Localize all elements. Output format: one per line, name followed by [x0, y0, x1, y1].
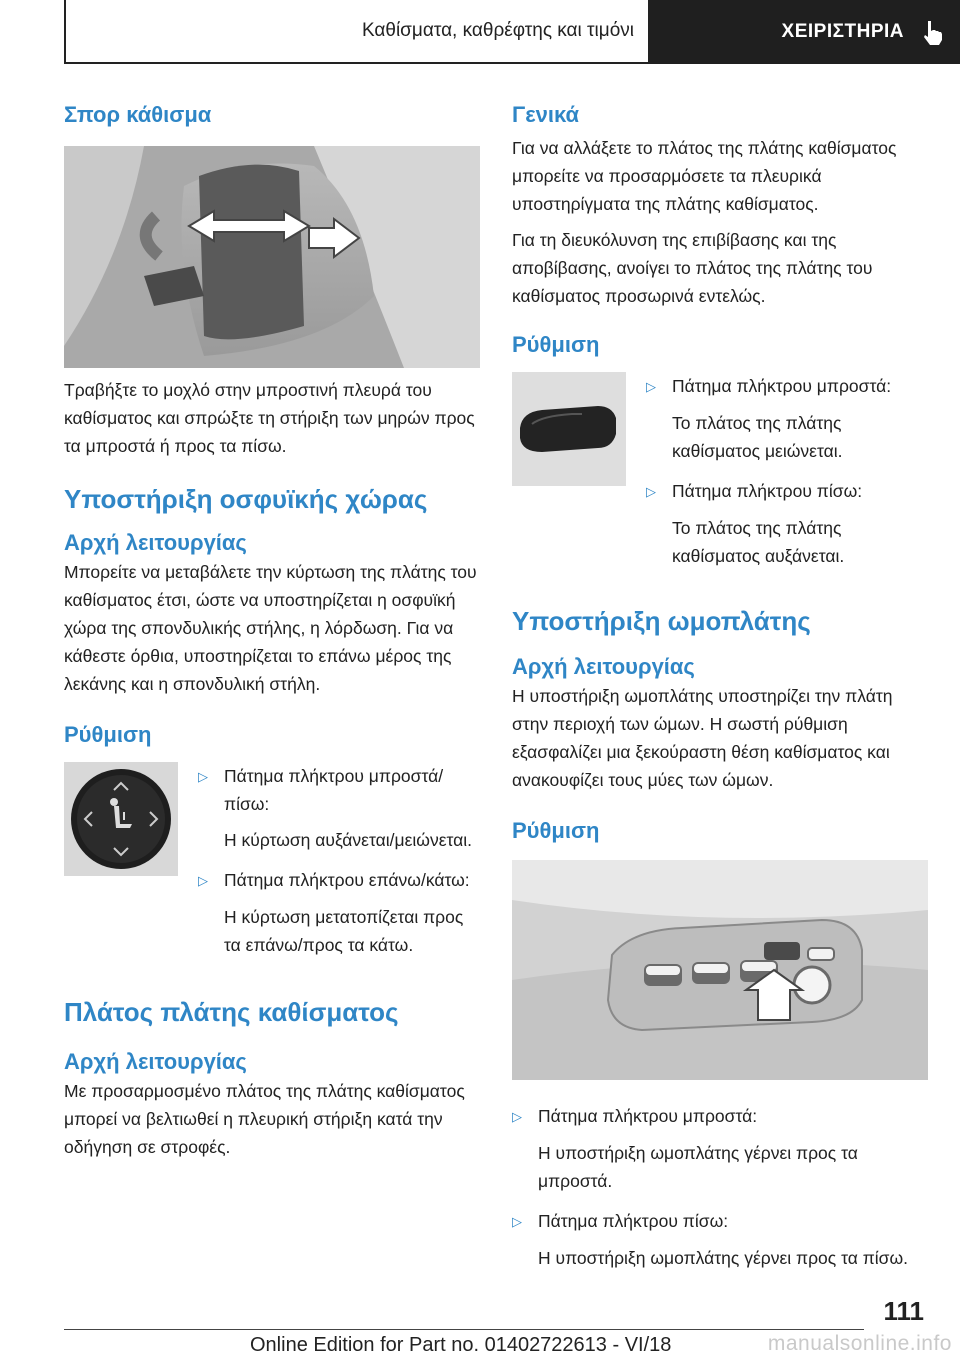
- shoulder-adjust-heading: Ρύθμιση: [512, 818, 600, 843]
- shoulder-item-1-result: Η υποστήριξη ωμοπλάτης γέρνει προς τα μπροστά.: [538, 1143, 858, 1191]
- seat-control-panel-image: [512, 860, 928, 1080]
- shoulder-item-1: ▷ Πάτημα πλήκτρου μπροστά:: [512, 1102, 928, 1131]
- section-title: Καθίσματα, καθρέφτης και τιμόνι: [64, 0, 650, 64]
- general-text-2: Για τη διευκόλυνση της επιβίβασης και της αποβίβασης, ανοίγει το πλάτος της πλάτης του καθίσματος προσωρινά εντελώς.: [512, 230, 873, 306]
- general-text-1: Για να αλλάξετε το πλάτος της πλάτης καθίσματος μπορείτε να προσαρμόσετε τα πλευρικά υποστηρίγματα της πλάτης καθίσματος.: [512, 138, 897, 214]
- chapter-tab: [650, 0, 960, 64]
- page-header: [64, 0, 960, 64]
- width-item-2: ▷ Πάτημα πλήκτρου πίσω:: [646, 477, 928, 506]
- triangle-bullet-icon: ▷: [512, 1214, 522, 1229]
- triangle-bullet-icon: ▷: [512, 1109, 522, 1124]
- triangle-bullet-icon: ▷: [198, 873, 208, 888]
- lumbar-item-1: ▷ Πάτημα πλήκτρου μπροστά/πίσω:: [198, 762, 480, 818]
- triangle-bullet-icon: ▷: [198, 769, 208, 784]
- backrest-width-heading: Πλάτος πλάτης καθίσματος: [64, 997, 399, 1027]
- lumbar-item-1-result: Η κύρτωση αυξάνεται/μειώνεται.: [224, 830, 473, 850]
- width-item-2-result: Το πλάτος της πλάτης καθίσματος αυξάνεται.: [672, 518, 845, 566]
- width-principle-text: Με προσαρμοσμένο πλάτος της πλάτης καθίσματος μπορεί να βελτιωθεί η πλευρική στήριξη κατά την οδήγηση σε στροφές.: [64, 1081, 465, 1157]
- page-number: 111: [883, 1296, 924, 1326]
- width-item-1-result: Το πλάτος της πλάτης καθίσματος μειώνεται.: [672, 413, 843, 461]
- triangle-bullet-icon: ▷: [646, 379, 656, 394]
- hand-pointer-icon: [918, 17, 948, 47]
- lumbar-principle-heading: Αρχή λειτουργίας: [64, 530, 247, 555]
- lumbar-principle-text: Μπορείτε να μεταβάλετε την κύρτωση της πλάτης του καθίσματος έτσι, ώστε να υποστηρίζεται η οσφυϊκή χώρα της σπονδυλικής στήλης, η λόρδωση. Για να κάθεστε όρθια, υποστηρίζεται το επάνω μέρος της λεκάνης και η σπονδυλική στήλη.: [64, 562, 477, 694]
- shoulder-item-2: ▷ Πάτημα πλήκτρου πίσω:: [512, 1207, 928, 1236]
- right-column: [512, 100, 928, 1272]
- left-column: [64, 100, 480, 1161]
- lumbar-switch-image: [64, 762, 178, 959]
- footer-divider: [64, 1329, 864, 1330]
- width-principle-heading: Αρχή λειτουργίας: [64, 1049, 247, 1074]
- chapter-title: ΧΕΙΡΙΣΤΗΡΙΑ: [781, 21, 904, 42]
- lumbar-adjust-block: [64, 762, 480, 959]
- width-switch-image: [512, 372, 626, 570]
- shoulder-principle-heading: Αρχή λειτουργίας: [512, 654, 695, 679]
- watermark: manualsonline.info: [767, 1332, 952, 1355]
- shoulder-principle-text: Η υποστήριξη ωμοπλάτης υποστηρίζει την πλάτη στην περιοχή των ώμων. Η σωστή ρύθμιση εξασφαλίζει μια ξεκούραστη θέση καθίσματος και ανακουφίζει τους μύες των ώμων.: [512, 686, 893, 790]
- edition-text: Online Edition for Part no. 01402722613 - VI/18: [250, 1334, 672, 1356]
- width-item-1: ▷ Πάτημα πλήκτρου μπροστά:: [646, 372, 928, 401]
- lumbar-adjust-heading: Ρύθμιση: [64, 722, 152, 747]
- lumbar-item-2-result: Η κύρτωση μετατοπίζεται προς τα επάνω/προς τα κάτω.: [224, 907, 464, 955]
- general-heading: Γενικά: [512, 102, 580, 127]
- lumbar-support-heading: Υποστήριξη οσφυϊκής χώρας: [64, 484, 428, 514]
- shoulder-support-heading: Υποστήριξη ωμοπλάτης: [512, 606, 811, 636]
- sport-seat-heading: Σπορ κάθισμα: [64, 102, 212, 127]
- shoulder-items: [512, 1102, 928, 1272]
- lumbar-item-2: ▷ Πάτημα πλήκτρου επάνω/κάτω:: [198, 866, 480, 895]
- width-adjust-heading: Ρύθμιση: [512, 332, 600, 357]
- width-adjust-block: [512, 372, 928, 570]
- shoulder-item-2-result: Η υποστήριξη ωμοπλάτης γέρνει προς τα πίσω.: [538, 1248, 908, 1268]
- sport-seat-image: [64, 146, 480, 368]
- sport-seat-text: Τραβήξτε το μοχλό στην μπροστινή πλευρά του καθίσματος και σπρώξτε τη στήριξη των μηρών προς τα μπροστά ή προς τα πίσω.: [64, 380, 475, 456]
- triangle-bullet-icon: ▷: [646, 484, 656, 499]
